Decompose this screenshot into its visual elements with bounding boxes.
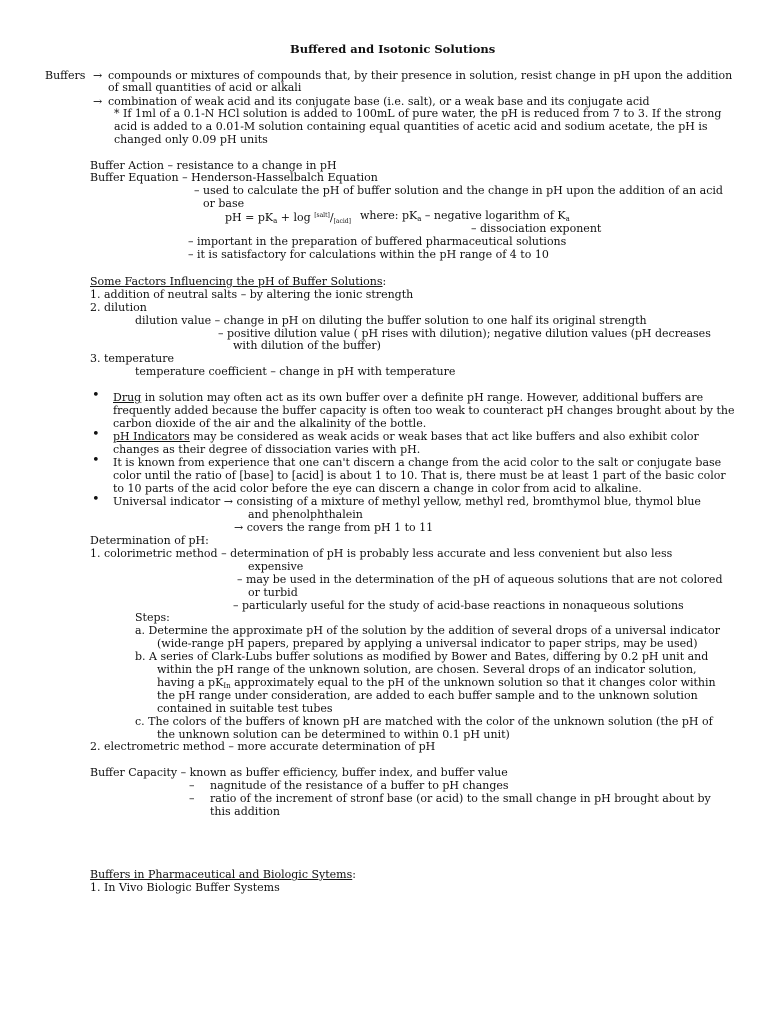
capacity-dash: – (189, 779, 195, 792)
buffer-action: Buffer Action – resistance to a change in pH (90, 159, 337, 172)
colorimetric-aqueous-cont: or turbid (248, 586, 298, 599)
dilution-sign-cont: with dilution of the buffer) (233, 339, 381, 352)
bullet-icon: • (92, 388, 100, 403)
bullet-drug-line-3: carbon dioxide of the air and the alkalinity of the bottle. (113, 417, 427, 430)
factor-1: 1. addition of neutral salts – by altering the ionic strength (90, 288, 414, 301)
buffer-equation-range: – it is satisfactory for calculations within the pH range of 4 to 10 (188, 248, 549, 261)
arrow-icon: → (93, 69, 103, 82)
factor-3: 3. temperature (90, 352, 174, 365)
bullet-universal-line-1: Universal indicator → consisting of a mixture of methyl yellow, methyl red, bromthymol blue, thymol blue (113, 495, 701, 508)
capacity-point-2-cont: this addition (210, 805, 280, 818)
colorimetric-method-cont: expensive (248, 560, 304, 573)
biologic-heading: Buffers in Pharmaceutical and Biologic Sytems: (90, 868, 356, 881)
step-a: a. Determine the approximate pH of the solution by the addition of several drops of a universal indicator (135, 624, 721, 637)
temperature-coefficient: temperature coefficient – change in pH with temperature (135, 365, 456, 378)
bullet-icon: • (92, 453, 100, 468)
step-b-line-2: within the pH range of the unknown solution, are chosen. Several drops of an indicator solution, (157, 663, 697, 676)
step-b-line-5: contained in suitable test tubes (157, 702, 333, 715)
step-b-line-4: the pH range under consideration, are added to each buffer sample and to the unknown solution (157, 689, 698, 702)
buffers-term: Buffers (45, 69, 86, 82)
buffer-equation-importance: – important in the preparation of buffered pharmaceutical solutions (188, 235, 567, 248)
capacity-point-1: nagnitude of the resistance of a buffer to pH changes (210, 779, 509, 792)
colorimetric-nonaqueous: – particularly useful for the study of acid-base reactions in nonaqueous solutions (233, 599, 684, 612)
buffers-note-line-1: * If 1ml of a 0.1-N HCl solution is added to 100mL of pure water, the pH is reduced from 7 to 3. If the strong (114, 107, 722, 120)
buffer-equation-use: – used to calculate the pH of buffer solution and the change in pH upon the addition of an acid (194, 184, 723, 197)
bullet-universal-line-2: and phenolphthalein (248, 508, 363, 521)
bullet-indicators-line-1: pH Indicators may be considered as weak acids or weak bases that act like buffers and also exhibit color (113, 430, 699, 443)
step-c: c. The colors of the buffers of known pH are matched with the color of the unknown solution (the pH of (135, 715, 713, 728)
bullet-indicators-line-2: changes as their degree of dissociation varies with pH. (113, 443, 421, 456)
buffers-definition-1: compounds or mixtures of compounds that, by their presence in solution, resist change in pH upon the addition (108, 69, 733, 82)
colorimetric-method: 1. colorimetric method – determination of pH is probably less accurate and less convenient but also less (90, 547, 673, 560)
bullet-discern-line-1: It is known from experience that one can't discern a change from the acid color to the salt or conjugate base (113, 456, 722, 469)
dilution-value: dilution value – change in pH on diluting the buffer solution to one half its original strength (135, 314, 647, 327)
buffer-equation-heading: Buffer Equation – Henderson-Hasselbalch Equation (90, 171, 378, 184)
dilution-sign: – positive dilution value ( pH rises with dilution); negative dilution values (pH decreases (218, 327, 711, 340)
equation-where-clause: where: $pK_a$ – negative logarithm of $K_a$ (360, 209, 570, 223)
buffer-capacity-heading: Buffer Capacity – known as buffer efficiency, buffer index, and buffer value (90, 766, 508, 779)
dissociation-exponent: – dissociation exponent (471, 222, 602, 235)
step-c-cont: the unknown solution can be determined to within 0.1 pH unit) (157, 728, 510, 741)
bullet-icon: • (92, 427, 100, 442)
bullet-discern-line-2: color until the ratio of [base] to [acid] is about 1 to 10. That is, there must be at least 1 part of the basic color (113, 469, 726, 482)
buffers-definition-2: combination of weak acid and its conjugate base (i.e. salt), or a weak base and its conjugate acid (108, 95, 650, 108)
page-title: Buffered and Isotonic Solutions (290, 42, 496, 56)
step-a-cont: (wide-range pH papers, prepared by applying a universal indicator to paper strips, may be used) (157, 637, 698, 650)
factor-2: 2. dilution (90, 301, 147, 314)
bullet-universal-line-3: → covers the range from pH 1 to 11 (234, 521, 434, 534)
determination-heading: Determination of pH: (90, 534, 209, 547)
step-b: b. A series of Clark-Lubs buffer solutions as modified by Bower and Bates, differing by 0.2 pH unit and (135, 650, 709, 663)
electrometric-method: 2. electrometric method – more accurate determination of pH (90, 740, 436, 753)
buffer-equation-use-cont: or base (203, 197, 245, 210)
buffers-definition-1-cont: of small quantities of acid or alkali (108, 81, 302, 94)
factors-heading: Some Factors Influencing the pH of Buffer Solutions: (90, 275, 387, 288)
capacity-dash: – (189, 792, 195, 805)
bullet-drug-line-2: frequently added because the buffer capacity is often too weak to counteract pH changes brought about by the (113, 404, 735, 417)
buffers-note-line-2: acid is added to a 0.01-M solution containing equal quantities of acetic acid and sodium acetate, the pH is (114, 120, 708, 133)
capacity-point-2: ratio of the increment of stronf base (or acid) to the small change in pH brought about by (210, 792, 711, 805)
buffers-note-line-3: changed only 0.09 pH units (114, 133, 268, 146)
bullet-discern-line-3: to 10 parts of the acid color before the eye can discern a change in color from acid to alkaline. (113, 482, 642, 495)
colorimetric-aqueous: – may be used in the determination of the pH of aqueous solutions that are not colored (237, 573, 723, 586)
bullet-drug-line-1: Drug in solution may often act as its own buffer over a definite pH range. However, additional buffers are (113, 391, 704, 404)
henderson-hasselbalch-equation: pH = $pK_a + \log [salt]/_{[acid]}$ (225, 211, 351, 225)
steps-label: Steps: (135, 611, 170, 624)
step-b-line-3: having a $pK_{In}$ approximately equal to the pH of the unknown solution so that it changes color within (157, 676, 716, 690)
biologic-item-1: 1. In Vivo Biologic Buffer Systems (90, 881, 280, 894)
bullet-icon: • (92, 492, 100, 507)
arrow-icon: → (93, 95, 103, 108)
